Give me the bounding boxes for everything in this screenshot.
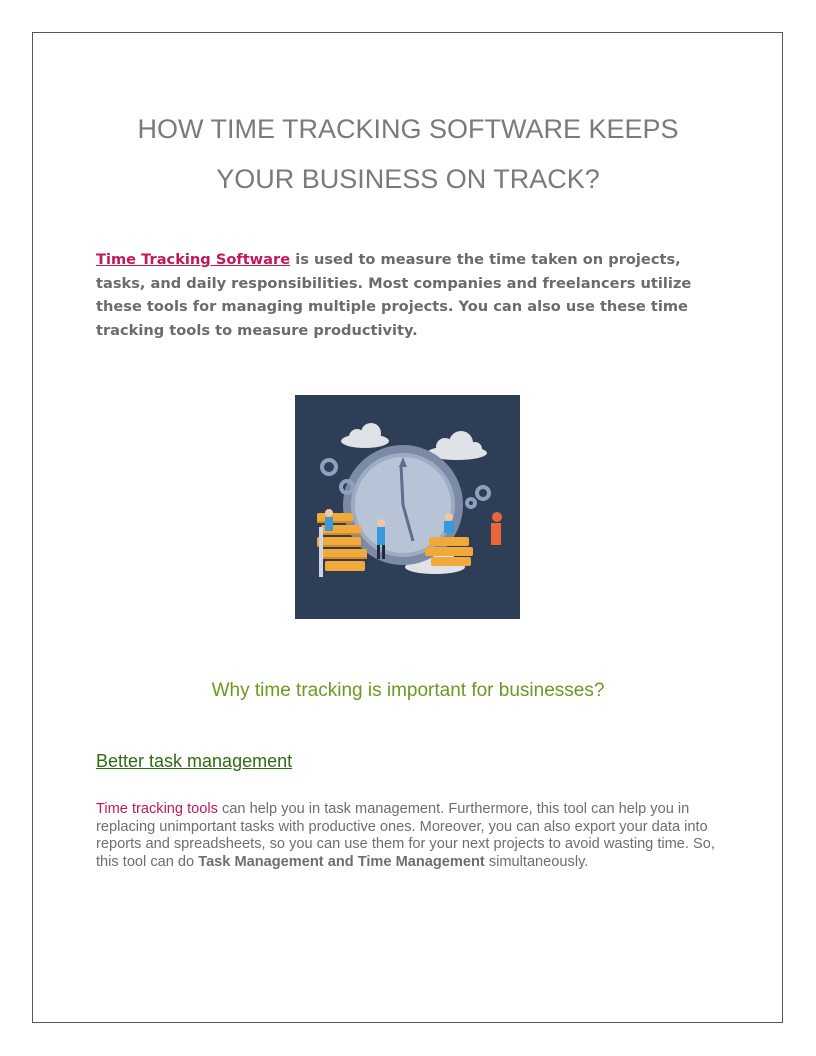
task-management-paragraph	[96, 801, 726, 871]
heading-why-time-tracking: Why time tracking is important for businesses?	[211, 680, 605, 701]
intro-text: is used to measure the time taken on projects, tasks, and daily responsibilities. Most companies and freelancers utilize these tools for managing multiple projects. You can also use these time tracking tools to measure productivity.	[96, 251, 692, 339]
paragraph-text-1: can help you in task management. Furthermore, this tool can help you in replacing unimportant tasks with productive ones. Moreover, you can also export your data into reports and spreadsheets, so you can use them for your next projects to avoid wasting time. So, this tool can do	[96, 801, 715, 870]
title-line-1: HOW TIME TRACKING SOFTWARE KEEPS	[137, 114, 679, 144]
title-line-2: YOUR BUSINESS ON TRACK?	[216, 164, 600, 194]
time-tracking-software-link[interactable]: Time Tracking Software	[96, 251, 291, 268]
paragraph-text-2: simultaneously.	[484, 853, 589, 870]
time-management-illustration-icon	[295, 395, 520, 619]
paragraph-bold: Task Management and Time Management	[198, 853, 485, 870]
heading-better-task-management: Better task management	[96, 751, 293, 771]
time-tracking-tools-link[interactable]: Time tracking tools	[96, 801, 218, 817]
intro-paragraph	[96, 248, 726, 342]
